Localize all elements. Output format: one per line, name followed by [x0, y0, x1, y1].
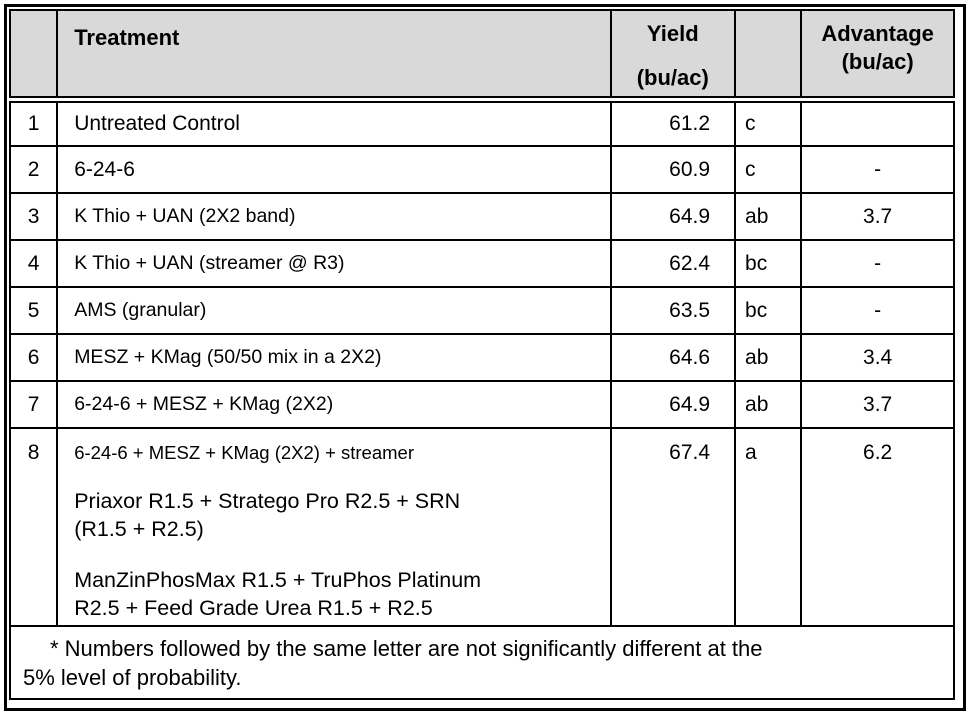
- table-row: [10, 428, 954, 626]
- letter-group-cell: bc: [735, 240, 801, 287]
- footnote: [10, 626, 954, 699]
- table-row: [10, 240, 954, 287]
- letter-group-cell: ab: [735, 381, 801, 428]
- table-outer-frame: [4, 4, 966, 711]
- advantage-cell: [801, 99, 954, 146]
- header-yield-label: Yield: [646, 21, 699, 46]
- treatment-cell: 6-24-6: [57, 146, 610, 193]
- header-yield-units: (bu/ac): [636, 65, 709, 90]
- yield-cell: 64.9: [611, 381, 736, 428]
- table-row: [10, 334, 954, 381]
- header-cell-advantage: [801, 10, 954, 99]
- treatment-cell: K Thio + UAN (streamer @ R3): [57, 240, 610, 287]
- yield-cell: 61.2: [611, 99, 736, 146]
- row-number-cell: 3: [10, 193, 57, 240]
- yield-cell: 60.9: [611, 146, 736, 193]
- treatment-cell: 6-24-6 + MESZ + KMag (2X2): [57, 381, 610, 428]
- header-cell-number: [10, 10, 57, 99]
- header-cell-letter-group: [735, 10, 801, 99]
- table-row: [10, 146, 954, 193]
- footnote-row: [10, 626, 954, 699]
- treatment-cell: [57, 428, 610, 626]
- row-number-cell: 6: [10, 334, 57, 381]
- header-advantage-label: Advantage: [821, 21, 934, 46]
- treatment-line-1: 6-24-6 + MESZ + KMag (2X2) + streamer: [74, 442, 414, 463]
- treatment-para3-line2: R2.5 + Feed Grade Urea R1.5 + R2.5: [74, 596, 433, 620]
- table-row: [10, 287, 954, 334]
- row-number-cell: 8: [10, 428, 57, 626]
- footnote-line-2: 5% level of probability.: [23, 665, 242, 690]
- table-row: [10, 99, 954, 146]
- treatment-micronutrient-program: [74, 566, 609, 622]
- advantage-cell: -: [801, 146, 954, 193]
- letter-group-cell: bc: [735, 287, 801, 334]
- header-treatment-label: Treatment: [74, 25, 180, 50]
- letter-group-cell: c: [735, 146, 801, 193]
- treatment-results-table: [9, 9, 955, 700]
- yield-cell: 64.6: [611, 334, 736, 381]
- row-number-cell: 5: [10, 287, 57, 334]
- yield-cell: 62.4: [611, 240, 736, 287]
- yield-cell: 63.5: [611, 287, 736, 334]
- row-number-cell: 2: [10, 146, 57, 193]
- row-number-cell: 4: [10, 240, 57, 287]
- header-row: [10, 10, 954, 99]
- advantage-cell: 3.7: [801, 193, 954, 240]
- treatment-para3-line1: ManZinPhosMax R1.5 + TruPhos Platinum: [74, 568, 482, 592]
- letter-group-cell: ab: [735, 334, 801, 381]
- treatment-foliar-program: [74, 487, 609, 543]
- table-row: [10, 193, 954, 240]
- letter-group-cell: a: [735, 428, 801, 626]
- footnote-line-1: * Numbers followed by the same letter are not significantly different at the: [50, 636, 763, 661]
- header-cell-treatment: [57, 10, 610, 99]
- advantage-cell: -: [801, 287, 954, 334]
- yield-cell: 64.9: [611, 193, 736, 240]
- treatment-para2-line1: Priaxor R1.5 + Stratego Pro R2.5 + SRN: [74, 489, 461, 513]
- treatment-cell: Untreated Control: [57, 99, 610, 146]
- advantage-cell: 3.7: [801, 381, 954, 428]
- row-number-cell: 1: [10, 99, 57, 146]
- treatment-para2-line2: (R1.5 + R2.5): [74, 517, 204, 541]
- header-advantage-units: (bu/ac): [841, 49, 914, 74]
- advantage-cell: -: [801, 240, 954, 287]
- advantage-cell: 3.4: [801, 334, 954, 381]
- row-number-cell: 7: [10, 381, 57, 428]
- treatment-cell: K Thio + UAN (2X2 band): [57, 193, 610, 240]
- treatment-cell: AMS (granular): [57, 287, 610, 334]
- table-row: [10, 381, 954, 428]
- advantage-cell: 6.2: [801, 428, 954, 626]
- header-cell-yield: [611, 10, 736, 99]
- treatment-cell: MESZ + KMag (50/50 mix in a 2X2): [57, 334, 610, 381]
- letter-group-cell: c: [735, 99, 801, 146]
- letter-group-cell: ab: [735, 193, 801, 240]
- yield-cell: 67.4: [611, 428, 736, 626]
